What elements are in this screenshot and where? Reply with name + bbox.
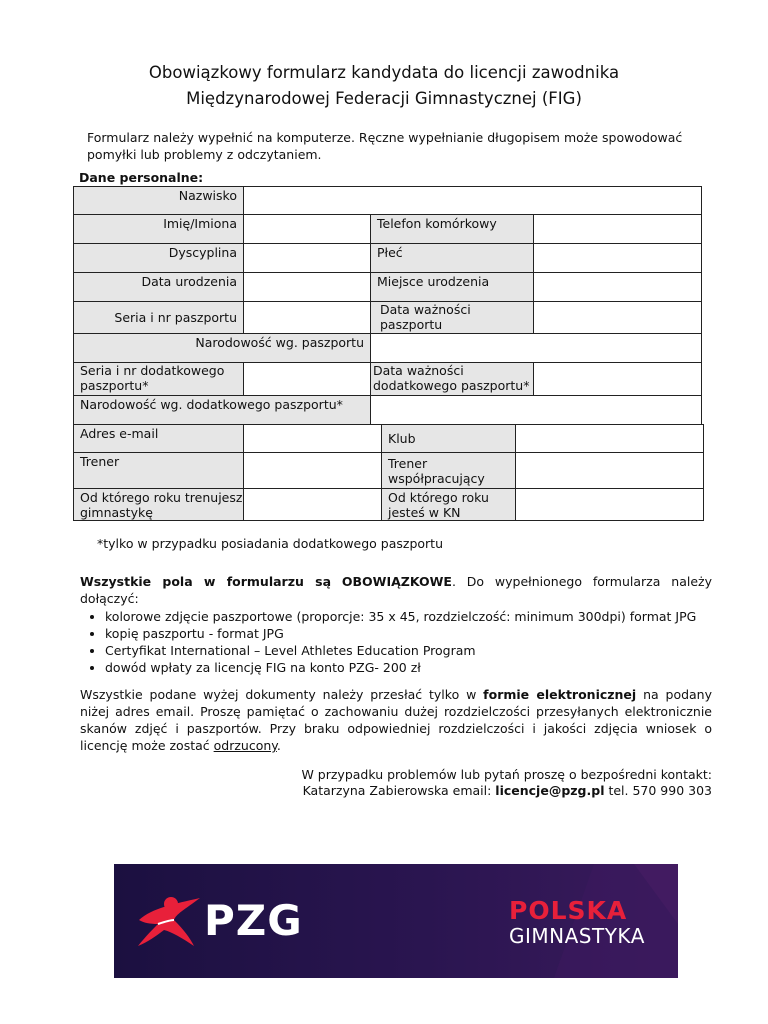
send-underlined: odrzucony [213,738,277,753]
field-klub[interactable] [515,424,704,453]
label-nazwisko: Nazwisko [73,186,244,215]
field-dodatkowy-paszport[interactable] [243,362,371,396]
send-part-2: na podany niżej adres email. Proszę pamiętać o zachowaniu dużej rozdzielczości przesyłanych elektronicznie skanów zdjęć i paszportów. Przy braku odpowiedniej rozdzielczości i jakości zdjęcia wniosek o licencję może zostać [80,687,713,753]
form-title-line-2: Międzynarodowej Federacji Gimnastycznej (FIG) [186,89,582,108]
gimnastyka-text: GIMNASTYKA [509,924,645,948]
field-paszport[interactable] [243,301,371,334]
contact-line-1: W przypadku problemów lub pytań proszę o bezpośredni kontakt: [301,767,712,782]
polska-text: POLSKA [509,896,628,925]
field-trener-wspolpracujacy[interactable] [515,452,704,489]
label-klub: Klub [381,424,516,453]
send-part-1: Wszystkie podane wyżej dokumenty należy przesłać tylko w [80,687,484,702]
required-bold-1: Wszystkie pola w formularzu są [80,574,332,589]
field-od-roku-gimnastyka[interactable] [243,488,382,521]
field-miejsce-urodzenia[interactable] [533,272,702,302]
field-od-roku-kn[interactable] [515,488,704,521]
field-narodowosc-dodatkowa[interactable] [370,395,702,425]
field-plec[interactable] [533,243,702,273]
contact-name: Katarzyna Zabierowska email: [302,783,496,798]
required-bold-2: OBOWIĄZKOWE [341,574,452,589]
field-dyscyplina[interactable] [243,243,371,273]
label-plec: Płeć [370,243,534,273]
required-rest: . Do wypełnionego formularza należy dołączyć: [80,574,712,606]
pzg-banner [114,864,678,978]
field-data-urodzenia[interactable] [243,272,371,302]
label-narodowosc-dodatkowa: Narodowość wg. dodatkowego paszportu* [73,395,371,425]
label-trener-wspolpracujacy: Trener współpracujący [381,452,516,489]
attachment-item: • dowód wpłaty za licencję FIG na konto PZG- 200 zł [105,659,696,676]
section-label: Dane personalne: [79,170,204,185]
footnote: *tylko w przypadku posiadania dodatkowego paszportu [97,536,443,551]
label-trener: Trener [73,452,244,489]
label-dodatkowy-paszport: Seria i nr dodatkowego paszportu* [73,362,244,396]
field-trener[interactable] [243,452,382,489]
label-paszport: Seria i nr paszportu [73,301,244,334]
attachment-item: • kolorowe zdjęcie paszportowe (proporcje: 35 x 45, rozdzielczość: minimum 300dpi) format JPG [105,608,696,625]
label-narodowosc: Narodowość wg. paszportu [73,333,371,363]
send-end: . [276,738,281,753]
pzg-logo-text: PZG [204,896,303,945]
contact-email-link[interactable]: licencje@pzg.pl [495,783,605,798]
label-data-urodzenia: Data urodzenia [73,272,244,302]
contact-line-2 [303,782,712,799]
contact-phone: tel. 570 990 303 [604,783,712,798]
label-od-roku-kn: Od którego roku jesteś w KN [381,488,516,521]
gymnast-logo-icon [134,890,204,954]
label-miejsce-urodzenia: Miejsce urodzenia [370,272,534,302]
field-waznosc-paszportu[interactable] [533,301,702,334]
field-narodowosc[interactable] [370,333,702,363]
field-telefon[interactable] [533,214,702,244]
intro-text: Formularz należy wypełnić na komputerze. Ręczne wypełnianie długopisem może spowodować pomyłki lub problemy z odczytaniem. [87,130,683,162]
attachment-item: • kopię paszportu - format JPG [105,625,696,642]
label-waznosc-paszportu: Data ważności paszportu [370,301,534,334]
label-od-roku-gimnastyka: Od którego roku trenujesz gimnastykę [73,488,244,521]
label-dyscyplina: Dyscyplina [73,243,244,273]
label-telefon: Telefon komórkowy [370,214,534,244]
field-waznosc-dodatkowego[interactable] [533,362,702,396]
label-email: Adres e-mail [73,424,244,453]
field-email[interactable] [243,424,382,453]
field-nazwisko[interactable] [243,186,702,215]
attachment-item: • Certyfikat International – Level Athletes Education Program [105,642,696,659]
attachments-list [85,608,696,676]
field-imie[interactable] [243,214,371,244]
form-title-line-1: Obowiązkowy formularz kandydata do licencji zawodnika [148,63,620,82]
required-paragraph [80,573,712,607]
send-paragraph [80,686,712,754]
label-imie: Imię/Imiona [73,214,244,244]
label-waznosc-dodatkowego: Data ważności dodatkowego paszportu* [370,362,534,396]
send-bold: formie elektronicznej [483,687,637,702]
